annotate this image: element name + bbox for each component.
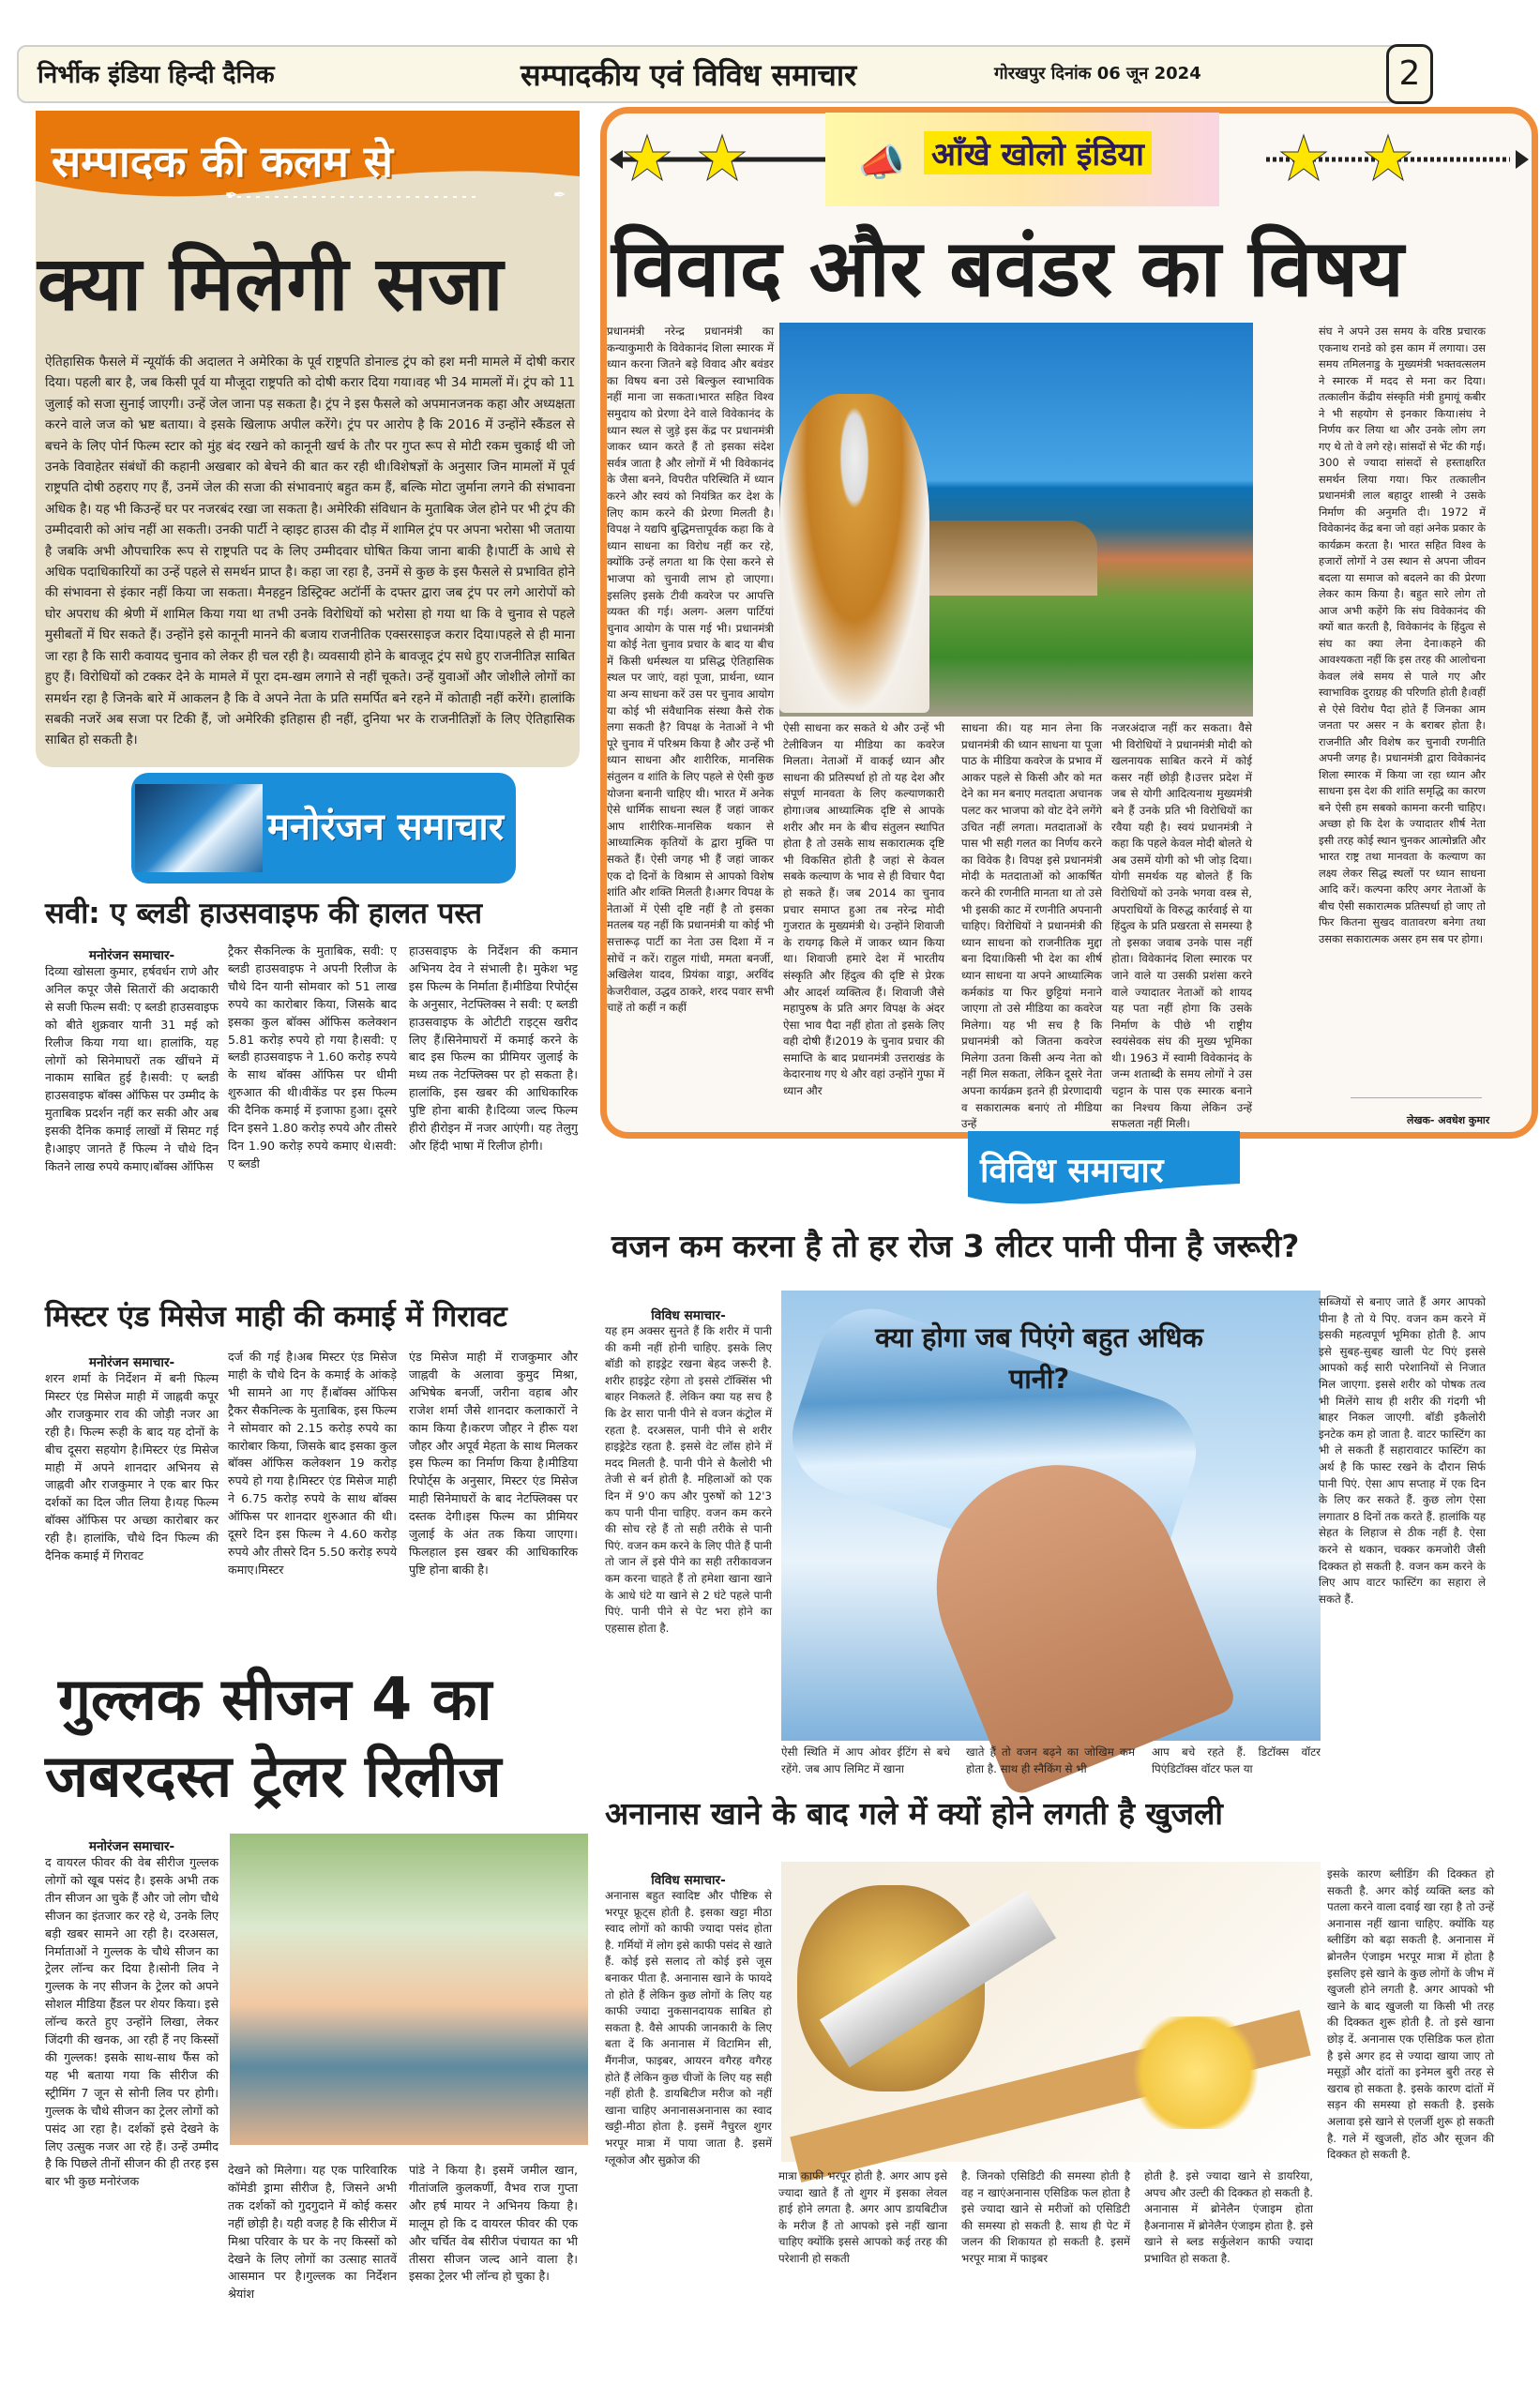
story-text: यह हम अक्सर सुनते हैं कि शरीर में पानी की कमी नहीं होनी चाहिए. इसके लिए बॉडी को हाइड्रेट रखना बेहद जरूरी है. शरीर हाइड्रेट रहेगा तो इससे टॉक्सिंस भी बाहर निकलते हैं. लेकिन क्या यह सच है कि ढेर सारा पानी पीने से वजन कंट्रोल में रहता है. दरअसल, पानी पीने से शरीर हाइड्रेटेड रहता है. इससे वेट लॉस होने में मदद मिलती है. पानी पीने से कैलोरी भी तेजी से बर्न होती है. महिलाओं को एक दिन में 9'0 कप और पुरुषों को 12'3 कप पानी पीना चाहिए. वजन कम करने की सोच रहे हैं तो सही तरीके से पानी पिएं. वजन कम करने के लिए पीते हैं पानी तो जान लें इसे पीने का सही तरीकावजन कम करना चाहते हैं तो हमेशा खाना खाने के आधे घंटे या खाने से 2 घंटे पहले पानी पिएं. पानी पीने से पेट भरा होने का एहसास होता है. [605,1324,772,1635]
dateline: गोरखपुर दिनांक 06 जून 2024 [994,64,1201,83]
story-text: द वायरल फीवर की वेब सीरीज गुल्लक लोगों को खूब पसंद है। इसके अभी तक तीन सीजन आ चुके हैं और जो लोग चौथे सीजन का इंतजार कर रहे थे, उनके लिए बड़ी खबर सामने आ रही है। दरअसल, निर्माताओं ने गुल्लक के चौथे सीजन का ट्रेलर लॉन्च कर दिया है।सोनी लिव ने गुल्लक के नए सीजन के ट्रेलर को अपने सोशल मीडिया हैंडल पर शेयर किया। इसे लॉन्च करते हुए उन्होंने लिखा, लेकर जिंदगी की खनक, आ रही हैं नए किस्सों की गुल्लक! इसके साथ-साथ फैंस को यह भी बताया गया कि सीरीज की स्ट्रीमिंग 7 जून से सोनी लिव पर होगी।गुल्लक के चौथे सीजन का ट्रेलर लोगों को पसंद आ रहा है। दर्शकों इसे देखने के लिए उत्सुक नजर आ रहे हैं। उन्हें उम्मीद है कि पिछले तीनों सीजन की ही तरह इस बार भी कुछ मनोरंजक [45,1855,219,2189]
paper-name: निर्भीक इंडिया हिन्दी दैनिक [38,61,275,89]
story-headline: मिस्टर एंड मिसेज माही की कमाई में गिरावट [45,1300,507,1334]
image-caption: क्या होगा जब पिएंगे बहुत अधिक पानी? [875,1321,1203,1395]
story-column [45,1352,219,1565]
author-credit: लेखक- अवधेश कुमार [1407,1114,1490,1126]
story-column: इसके कारण ब्लीडिंग की दिक्कत हो सकती है. अगर कोई व्यक्ति ब्लड को पतला करने वाला दवाई खा रहा है तो उन्हें अनानास नहीं खाना चाहिए. क्योंकि यह ब्लीडिंग को बढ़ा सकती है. अनानास में ब्रोनलैन एंजाइम भरपूर मात्रा में होता है इसलिए इसे खाने के कुछ लोगों के जीभ में खुजली होने लगती है. अगर आपको भी खाने के बाद खुजली या किसी भी तरह की दिक्कत शुरू होती है. तो इसे खाना छोड़ दें. अनानास एक एसिडिक फल होता है इसे अगर हद से ज्यादा खाया जाए तो मसूड़ों और दांतों का इनेमल बुरी तरह से खराब हो सकता है. इसके कारण दांतों में सड़न की समस्या हो सकती है. इसके अलावा इसे खाने से एलर्जी शुरू हो सकती है. गले में खुजली, होंठ और सूजन की दिक्कत हो सकती है. [1327,1867,1494,2162]
story-headline: सवी: ए ब्लडी हाउसवाइफ की हालत पस्त [45,897,483,930]
story-column: होती है. इसे ज्यादा खाने से डायरिया, अपच और उल्टी की दिक्कत हो सकती है. अनानास में ब्रोनेलैन एंजाइम होता हैअनानास में ब्रोनेलैन एंजाइम होता है. इसे खाने से ब्लड सर्कुलेशन काफी ज्यादा प्रभावित हो सकता है. [1144,2169,1313,2265]
story-headline: जबरदस्त ट्रेलर रिलीज [45,1742,502,1810]
story-column: सब्जियों से बनाए जाते हैं अगर आपको पीना है तो ये पिए. वजन कम करने में इसकी महत्वपूर्ण भूमिका होती है. आप इसे सुबह-सुबह खाली पेट पिएं इससे आपको कई सारी परेशानियों से निजात मिल जाएगा. इससे शरीर को पोषक तत्व भी मिलेंगे साथ ही शरीर की गंदगी भी बाहर निकल जाएगी. बॉडी इकैलोरी इनटेक कम हो जाता है. वाटर फास्टिंग का भी ले सकती हैं सहारावाटर फास्टिंग का अर्थ है कि फास्ट रखने के दौरान सिर्फ पानी पिएं. ऐसा आप सप्ताह में एक दिन के लिए कर सकते हैं. कुछ लोग ऐसा लगातार 8 दिनों तक करते हैं. हालांकि यह सेहत के लिहाज से ठीक नहीं है. ऐसा करने से थकान, चक्कर कमजोरी जैसी दिक्कत हो सकती है. वजन कम करने के लिए आप वाटर फास्टिंग का सहारा ले सकते हैं. [1319,1295,1486,1606]
story-byline: मनोरंजन समाचार- [88,948,175,963]
story-column: दर्ज की गई है।अब मिस्टर एंड मिसेज माही के चौथे दिन के कमाई के आंकड़े भी सामने आ गए हैं।बॉक्स ऑफिस ट्रैकर सैकनिल्क के मुताबिक, इस फिल्म ने सोमवार को 2.15 करोड़ रुपये का कारोबार किया, जिसके बाद इसका कुल बॉक्स ऑफिस कलेक्शन 19 करोड़ रुपये हो गया है।मिस्टर एंड मिसेज माही ने 6.75 करोड़ रुपये के साथ बॉक्स ऑफिस पर शानदार शुरुआत की थी।दूसरे दिन इस फिल्म ने 4.60 करोड़ रुपये और तीसरे दिन 5.50 करोड़ रुपये कमाए।मिस्टर [228,1350,397,1577]
misc-banner-label: विविध समाचार [980,1152,1164,1190]
megaphone-icon: 📣 [858,142,905,185]
story-headline: गुल्लक सीजन 4 का [58,1665,492,1733]
entertainment-banner-label: मनोरंजन समाचार [267,806,505,849]
meditating-pm-figure [779,394,929,713]
story-column [45,945,219,1176]
story-column: है. जिनको एसिडिटी की समस्या होती है वह न खाएंअनानास एसिडिक फल होता है इसे ज्यादा खाने से मरीजों को एसिडिटी की समस्या हो सकती है. साथ ही पेट में जलन की शिकायत हो सकती है. इसमें भरपूर मात्रा में फाइबर [961,2169,1130,2265]
entertainment-banner-image [135,784,263,872]
pineapple-slices [1125,2016,1266,2129]
feature-headline: विवाद और बवंडर का विषय [611,222,1404,314]
story-text: अनानास बहुत स्वादिष्ट और पौष्टिक से भरपूर फ्रूट्स होती है. इसका खट्टा मीठा स्वाद लोगों को काफी ज्यादा पसंद होता है. गर्मियों में लोग इसे काफी पसंद से खाते हैं. कोई इसे सलाद तो कोई इसे जूस बनाकर पीता है. अनानास खाने के फायदे तो होते हैं लेकिन कुछ लोगों के लिए यह काफी ज्यादा नुकसानदायक साबित हो सकता है. वैसे आपकी जानकारी के लिए बता दें कि अनानास में विटामिन सी, मैंगनीज, फाइबर, आयरन वगैरह वगैरह होते हैं लेकिन कुछ चीजों के लिए यह सही नहीं होती है. डायबिटीज मरीज को नहीं खाना चाहिए अनानासअनानास का स्वाद खट्टी-मीठा होता है. इसमें नैचुरल शुगर भरपूर मात्रा में पाया जाता है. इसमें ग्लूकोज और सुक्रोज की [605,1889,772,2167]
feature-banner-label: आँखे खोलो इंडिया [924,131,1152,174]
story-column [605,1306,772,1637]
story-column: ट्रैकर सैकनिल्क के मुताबिक, सवी: ए ब्लडी हाउसवाइफ ने अपनी रिलीज के चौथे दिन यानी सोमवार को 51 लाख रुपये का कारोबार किया, जिसके बाद इसका कुल बॉक्स ऑफिस कलेक्शन 5.81 करोड़ रुपये हो गया है।सवी: ए ब्लडी हाउसवाइफ ने 1.60 करोड़ रुपये के साथ बॉक्स ऑफिस पर धीमी शुरुआत की थी।वीकेंड पर इस फिल्म की दैनिक कमाई में इजाफा हुआ। दूसरे दिन इसने 1.80 करोड़ रुपये और तीसरे दिन 1.90 करोड़ रुपये कमाए थे।सवी: ए ब्लडी [228,944,397,1170]
story-byline: विविध समाचार- [651,1873,726,1888]
feature-column: ऐसी साधना कर सकते थे और उन्हें भी टेलीविजन या मीडिया का कवरेज मिलता। नेताओं में वाकई ध्यान और साधना की प्रतिस्पर्धा हो तो यह देश और संपूर्ण मानवता के लिए कल्याणकारी होगा।जब आध्यात्मिक दृष्टि से आपके शरीर और मन के बीच संतुलन स्थापित होता है तो उसके साथ सकारात्मक दृष्टि भी विकसित होती है जहां से केवल सबके कल्याण के भाव से ही विचार पैदा हो सकते हैं। जब 2014 का चुनाव प्रचार समाप्त हुआ तब नरेन्द्र मोदी गुजरात के मुख्यमंत्री थे। उन्होंने शिवाजी के रायगढ़ किले में जाकर ध्यान किया था। शिवाजी हमारे देश में भारतीय संस्कृति और हिंदुत्व की दृष्टि से प्रेरक और आदर्श व्यक्तित्व हैं। शिवाजी जैसे महापुरुष के प्रति अगर विपक्ष के अंदर ऐसा भाव पैदा नहीं होता तो इसके लिए वही दोषी हैं।2019 के चुनाव प्रचार की समाप्ति के बाद प्रधानमंत्री उत्तराखंड के केदारनाथ गए थे और वहां उन्होंने गुफा में ध्यान और [783,721,944,1098]
story-byline: मनोरंजन समाचार- [88,1839,175,1854]
author-divider [1351,1097,1482,1098]
story-text: शरन शर्मा के निर्देशन में बनी फिल्म मिस्टर एंड मिसेज माही में जाह्नवी कपूर और राजकुमार राव की जोड़ी नजर आ रही है। फिल्म रूही के बाद यह दोनों के बीच दूसरा सहयोग है।मिस्टर एंड मिसेज माही में अपने शानदार अभिनय से जाह्नवी और राजकुमार ने एक बार फिर दर्शकों का दिल जीत लिया है।यह फिल्म बॉक्स ऑफिस पर अच्छा कारोबार कर रही है। हालांकि, चौथे दिन फिल्म की दैनिक कमाई में गिरावट [45,1371,219,1563]
feature-column: नजरअंदाज नहीं कर सकता। वैसे भी विरोधियों ने प्रधानमंत्री मोदी को खलनायक साबित करने में कोई कसर नहीं छोड़ी है।उत्तर प्रदेश में जब से योगी आदित्यनाथ मुख्यमंत्री बने हैं उनके प्रति भी विरोधियों का रवैया यही है। स्वयं प्रधानमंत्री ने कहा कि पहले केवल मोदी बोलते थे अब उसमें योगी को भी जोड़ दिया। योगी समर्थक यह बोलते हैं कि विरोधियों को उनके भगवा वस्त्र से, अपराधियों के विरुद्ध कार्रवाई से या हिंदुत्व के प्रति प्रखरता से समस्या है तो इसका जवाब उनके पास नहीं होता। विवेकानंद शिला स्मारक पर जाने वाले या उसकी प्रशंसा करने वाले ज्यादातर नेताओं को शायद यह पता नहीं होगा कि उसके निर्माण के पीछे भी राष्ट्रीय स्वयंसेवक संघ की मुख्य भूमिका थी। 1963 में स्वामी विवेकानंद के जन्म शताब्दी के समय लोगों ने उस चट्टान के पास एक स्मारक बनाने का निश्चय किया लेकिन उन्हें सफलता नहीं मिली। [1111,721,1252,1131]
feature-column: संघ ने अपने उस समय के वरिष्ठ प्रचारक एकनाथ रानडे को इस काम में लगाया। उस समय तमिलनाडु के मुख्यमंत्री भक्तवत्सलम ने स्मारक में मदद से मना कर दिया। तत्कालीन केंद्रीय संस्कृति मंत्री हुमायूं कबीर ने भी सहयोग से इनकार किया।संघ ने निर्णय कर लिया था और उनके लोग लग गए थे तो वे लगे रहे। सांसदों से भेंट की गई। 300 से ज्यादा सांसदों से हस्ताक्षरित समर्थन लिया गया। फिर तत्कालीन प्रधानमंत्री लाल बहादुर शास्त्री ने उसके निर्माण की अनुमति दी। 1972 में विवेकानंद केंद्र बना जो वहां अनेक प्रकार के कार्यक्रम करता है। भारत सहित विश्व के हजारों लोगों ने उस स्थान से अपना जीवन बदला या समाज को बदलने का की प्रेरणा लेकर काम किया है। बहुत सारे लोग तो आज अभी कहेंगे कि संघ विवेकानंद की क्यों बात करती है, विवेकानंद के हिंदुत्व से संघ का क्या लेना देना।कहने की आवश्यकता नहीं कि इस तरह की आलोचना केवल लंबे समय से पाले गए और स्वाभाविक दुराग्रह की परिणति होती है।वहीं से ऐसे विरोध पैदा होते हैं जिनका आम जनता पर असर न के बराबर होता है। राजनीति और विशेष कर चुनावी रणनीति अपनी जगह है। प्रधानमंत्री द्वारा विवेकानंद शिला स्मारक में किया जा रहा ध्यान और साधना इस देश की शांति समृद्धि का कारण बने ऐसी हम सबको कामना करनी चाहिए। अच्छा हो कि देश के ज्यादातर शीर्ष नेता इसी तरह कोई स्थान चुनकर आत्मोन्नति और भारत राष्ट्र तथा मानवता के कल्याण का लक्ष्य लेकर सिद्ध स्थलों पर ध्यान साधना आदि करें। कल्पना करिए अगर नेताओं के बीच ऐसी सकारात्मक प्रतिस्पर्धा हो जाए तो फिर कितना सुखद वातावरण बनेगा तथा उसका सकारात्मक असर हम सब पर होगा। [1319,325,1486,945]
story-column [605,1870,772,2168]
section-title: सम्पादकीय एवं विविध समाचार [521,57,857,93]
story-column [45,1836,219,2191]
gullak-trailer-photo [230,1834,588,2145]
story-byline: विविध समाचार- [651,1308,726,1323]
story-byline: मनोरंजन समाचार- [88,1355,175,1370]
editor-column-banner: सम्पादक की कलम से [52,136,393,187]
story-column: आप बचे रहते हैं. डिटॉक्स वॉटर पिएंडिटॉक्स वॉटर फल या [1152,1745,1321,1775]
story-column: मात्रा काफी भरपूर होती है. अगर आप इसे ज्यादा खाते हैं तो शुगर में इसका लेवल हाई होने लगता है. अगर आप डायबिटीज के मरीज हैं तो आपको इसे नहीं खाना चाहिए क्योंकि इससे आपको कई तरह की परेशानी हो सकती [778,2169,947,2265]
editorial-headline: क्या मिलेगी सजा [38,240,505,327]
page-number: 2 [1386,44,1433,104]
editorial-body: ऐतिहासिक फैसले में न्यूयॉर्क की अदालत ने अमेरिका के पूर्व राष्ट्रपति डोनाल्ड ट्रंप को हश मनी मामले में दोषी करार दिया। पहली बार है, जब किसी पूर्व या मौजूदा राष्ट्रपति को दोषी करार दिया गया।वह भी 34 मामलों में। ट्रंप को 11 जुलाई को सजा सुनाई जाएगी। उन्हें जेल जाना पड़ सकता है। ट्रंप ने इस फैसले को अपमानजनक कहा और अध्यक्षता करने वाले जज को भ्रष्ट बताया। वे इसके खिलाफ अपील करेंगे। ट्रंप पर आरोप है कि 2016 में उन्होंने स्कैंडल से बचने के लिए पोर्न फिल्म स्टार को मुंह बंद रखने को कानूनी खर्च के तौर पर गुप्त रूप से मोटी रकम चुकाई थी जो उनके विवाहेतर संबंधों की कहानी अखबार को बेचने की बात कर रही थी।विशेषज्ञों के अनुसार जिन मामलों में पूर्व राष्ट्रपति दोषी ठहराए गए हैं, उनमें जेल की सजा की संभावनाएं बहुत कम हैं, बल्कि मोटा जुर्माना लगने की संभावना अधिक है। यह भी किउन्हें घर पर नजरबंद रखा जा सकता है। अमेरिकी संविधान के मुताबिक जेल होने पर भी ट्रंप की उम्मीदवारी को आंच नहीं आ सकती। उनकी पार्टी ने व्हाइट हाउस की दौड़ में शामिल ट्रंप पर अपना भरोसा भी जताया है जबकि अभी औपचारिक रूप से राष्ट्रपति पद के लिए उम्मीदवार घोषित किया जाना बाकी है।पार्टी के आधे से अधिक पदाधिकारियों का उन्हें पहले से समर्थन प्राप्त है। कहा जा रहा है, उनमें से कुछ के इस फैसले से प्रभावित होने की संभावना से इंकार नहीं किया जा सकता। मैनहट्टन डिस्ट्रिक्ट अटॉर्नी के दफ्तर द्वारा जब ट्रंप पर लगे आरोपों को घोर अपराध की श्रेणी में शामिल किया गया था तभी उनके विरोधियों को भरोसा हो गया था कि वे चुनाव से पहले मुसीबतों में घिर सकते हैं। उन्होंने इसे कानूनी मानने की बजाय राजनीतिक एक्सरसाइज करार दिया।पहले से ही माना जा रहा है कि सारी कवायद चुनाव को लेकर ही चल रही है। व्यवसायी होने के बावजूद ट्रंप सधे हुए राजनीतिज्ञ साबित हुए हैं। विरोधियों को टक्कर देने के मामले में पूरा दम-खम लगाने से नहीं चूकते। उन्हें युवाओं और जोशीले लोगों का समर्थन रहा है जिनके बारे में आकलन है कि वे अपने नेता के प्रति समर्पित बने रहने में कोताही नहीं करेंगे। हालांकि सबकी नजरें अब सजा पर टिकी हैं, जो अमेरिकी इतिहास ही नहीं, दुनिया भर के राजनीतिज्ञों के लिए ऐतिहासिक साबित हो सकती है। [45,355,575,748]
story-column: देखने को मिलेगा। यह एक पारिवारिक कॉमेडी ड्रामा सीरीज है, जिसने अभी तक दर्शकों को गुदगुदाने में कोई कसर नहीं छोड़ी है। यही वजह है कि सीरीज में मिश्रा परिवार के घर के नए किस्सों को देखने के लिए लोगों का उत्साह सातवें आसमान पर है।गुल्लक का निर्देशन श्रेयांश [228,2163,397,2302]
story-text: दिव्या खोसला कुमार, हर्षवर्धन राणे और अनिल कपूर जैसे सितारों की अदाकारी से सजी फिल्म सवी: ए ब्लडी हाउसवाइफ को बीते शुक्रवार यानी 31 मई को रिलीज किया गया था। हालांकि, यह लोगों को सिनेमाघरों तक खींचने में नाकाम साबित हुई है।सवी: ए ब्लडी हाउसवाइफ बॉक्स ऑफिस पर उम्मीद के मुताबिक प्रदर्शन नहीं कर सकी और अब इसकी दैनिक कमाई लाखों में सिमट गई है।आइए जानते हैं फिल्म ने चौथे दिन कितने लाख रुपये कमाए।बॉक्स ऑफिस [45,964,219,1173]
feature-column: प्रधानमंत्री नरेन्द्र प्रधानमंत्री का कन्याकुमारी के विवेकानंद शिला स्मारक में ध्यान करना जितने बड़े विवाद और बवंडर का विषय बना उसे बिल्कुल स्वाभाविक नहीं माना जा सकता।भारत सहित विश्व समुदाय को प्रेरणा देने वाले विवेकानंद के ध्यान स्थल से जुड़े इस केंद्र पर प्रधानमंत्री जाकर ध्यान करते हैं तो इसका संदेश सर्वत्र जाता है और लोगों में भी विवेकानंद के जैसा बनने, विपरीत परिस्थिति में ध्यान करने और स्वयं को नियंत्रित कर देश के लिए काम करने की प्रेरणा मिलती है।विपक्ष ने यद्यपि बुद्धिमत्तापूर्वक कहा कि वे ध्यान साधना का विरोध नहीं कर रहे, क्योंकि उन्हें लगता था कि ऐसा करने से भाजपा को चुनावी लाभ हो जाएगा। इसलिए इसके टीवी कवरेज पर आपत्ति व्यक्त की गई। अलग- अलग पार्टियां चुनाव आयोग के पास गई भी। प्रधानमंत्री या कोई नेता चुनाव प्रचार के बाद या बीच में किसी धर्मस्थल या प्रसिद्ध ऐतिहासिक स्थल पर जाएं, वहां पूजा, प्रार्थना, ध्यान या अन्य साधना करें उस पर चुनाव आयोग या कोई भी संवैधानिक संस्था कैसे रोक लगा सकती है? विपक्ष के नेताओं ने भी पूरे चुनाव में परिश्रम किया है और उन्हें भी ध्यान साधना और शारीरिक, मानसिक संतुलन व शांति के लिए पहले से ऐसी कुछ योजना बनानी चाहिए थी। भारत में अनेक ऐसे धार्मिक साधना स्थल हैं जहां जाकर आप शारीरिक-मानसिक थकान से आध्यात्मिक कृतियों के द्वारा मुक्ति पा सकते हैं। ऐसी जगह भी हैं जहां जाकर एक दो दिनों के विश्राम से आपको विशेष शांति और शक्ति मिलती है।अगर विपक्ष के नेताओं में ऐसी दृष्टि नहीं है तो इसका मतलब यह नहीं कि प्रधानमंत्री या कोई भी सत्तारूढ़ पार्टी का नेता उस दिशा में न सोचें न करें। राहुल गांधी, ममता बनर्जी, अखिलेश यादव, प्रियंका वाड्रा, अरविंद केजरीवाल, उद्धव ठाकरे, शरद पवार सभी चाहें तो कहीं न कहीं [607,325,774,1015]
feature-column: साधना की। यह मान लेना कि प्रधानमंत्री की ध्यान साधना या पूजा पाठ के मीडिया कवरेज के प्रभाव में आकर पहले से किसी और को मत देने का मन बनाए मतदाता अचानक पलट कर भाजपा को वोट देने लगेंगे उचित नहीं लगता। मतदाताओं के पास भी सही गलत का निर्णय करने का विवेक है। विपक्ष इसे प्रधानमंत्री मोदी के मतदाताओं को आकर्षित करने की रणनीति मानता था तो उसे भी इसकी काट में रणनीति अपनानी चाहिए। विरोधियों ने प्रधानमंत्री की ध्यान साधना को राजनीतिक मुद्दा बना दिया।किसी भी देश का शीर्ष ध्यान साधना या अपने आध्यात्मिक कर्मकांड या फिर छुट्टियां मनाने जाएगा तो उसे मीडिया का कवरेज मिलेगा। यह भी सच है कि प्रधानमंत्री को जितना कवरेज मिलेगा उतना किसी अन्य नेता को नहीं मिल सकता, लेकिन दूसरे नेता अपना कार्यक्रम इतने ही प्रेरणादायी व सकारात्मक बनाएं तो मीडिया उन्हें [961,721,1102,1131]
pen-icon: ✒ [225,186,238,204]
story-headline: वजन कम करना है तो हर रोज 3 लीटर पानी पीना है जरूरी? [611,1228,1300,1264]
story-column: ऐसी स्थिति में आप ओवर ईटिंग से बचे रहेंगे. जब आप लिमिट में खाना [781,1745,950,1775]
pen-icon: ✒ [553,186,566,204]
story-column: खाते हैं तो वजन बढ़ने का जोखिम कम होता है. साथ ही स्नैकिंग से भी [966,1745,1135,1775]
story-column: हाउसवाइफ के निर्देशन की कमान अभिनय देव ने संभाली है। मुकेश भट्ट इस फिल्म के निर्माता हैं।मीडिया रिपोर्ट्स के अनुसार, नेटफ्लिक्स ने सवी: ए ब्लडी हाउसवाइफ के ओटीटी राइट्स खरीद लिए हैं।सिनेमाघरों में कमाई करने के बाद इस फिल्म का प्रीमियर जुलाई के मध्य तक नेटफ्लिक्स पर हो सकता है। हालांकि, इस खबर की आधिकारिक पुष्टि होना बाकी है।दिव्या जल्द फिल्म हीरो हीरोइन में नजर आएंगी। यह तेलुगु और हिंदी भाषा में रिलीज होगी। [409,944,578,1153]
story-headline: अनानास खाने के बाद गले में क्यों होने लगती है खुजली [605,1795,1223,1832]
story-column: एंड मिसेज माही में राजकुमार और जाह्नवी के अलावा कुमुद मिश्रा, अभिषेक बनर्जी, जरीना वहाब और राजेश शर्मा जैसे शानदार कलाकारों ने काम किया है।करण जौहर ने हीरू यश जौहर और अपूर्व मेहता के साथ मिलकर इस फिल्म का निर्माण किया है।मीडिया रिपोर्ट्स के अनुसार, मिस्टर एंड मिसेज माही सिनेमाघरों के बाद नेटफ्लिक्स पर दस्तक देगी।इस फिल्म का प्रीमियर जुलाई के अंत तक किया जाएगा। फिलहाल इस खबर की आधिकारिक पुष्टि होना बाकी है। [409,1350,578,1577]
story-column: पांडे ने किया है। इसमें जमील खान, गीतांजलि कुलकर्णी, वैभव राज गुप्ता और हर्ष मायर ने अभिनय किया है। मालूम हो कि द वायरल फीवर की एक और चर्चित वेब सीरीज पंचायत का भी तीसरा सीजन जल्द आने वाला है। इसका ट्रेलर भी लॉन्च हो चुका है। [409,2163,578,2284]
